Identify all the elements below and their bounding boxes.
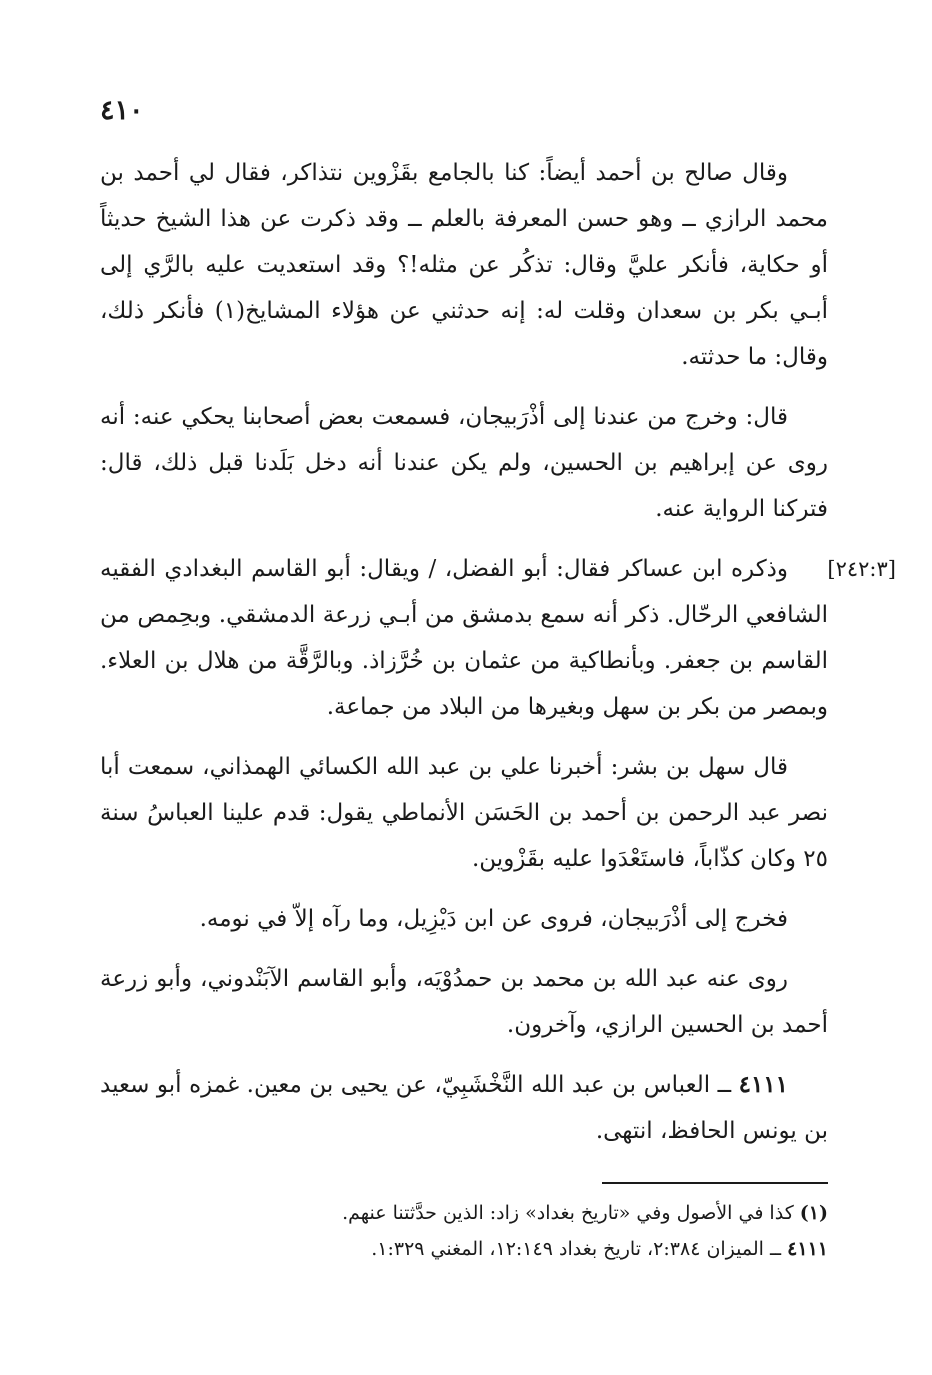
paragraph-5: فخرج إلى أذْرَبيجان، فروى عن ابن دَيْزِيل، وما رآه إلاّ في نومه.	[199, 906, 788, 932]
footnote-2	[200, 1231, 828, 1267]
entry-text: ــ العباس بن عبد الله النَّخْشَبِيّ، عن يحيى بن معين. غمزه أبو سعيد بن يونس الحافظ، انتهى.	[100, 1072, 828, 1144]
footnotes	[200, 1195, 828, 1267]
paragraph-3-text: وذكره ابن عساكر فقال: أبو الفضل، / ويقال: أبو القاسم البغدادي الفقيه الشافعي الرحّال. ذكر أنه سمع بدمشق من أبـي زرعة الدمشقي. وبحِمص من القاسم بن جعفر. وبأنطاكية من عثمان بن خُرَّزاذ. وبالرَّقَّة من هلال بن العلاء. وبمصر من بكر بن سهل وبغيرها من البلاد من جماعة.	[100, 556, 828, 720]
paragraph-1: وقال صالح بن أحمد أيضاً: كنا بالجامع بقَزْوين نتذاكر، فقال لي أحمد بن محمد الرازي ــ وهو حسن المعرفة بالعلم ــ وقد ذكرت عن هذا الشيخ حديثاً أو حكاية، فأنكر عليَّ وقال: تذكُر عن مثله!؟ وقد استعديت عليه بالرَّي إلى أبـي بكر بن سعدان وقلت له: إنه حدثني عن هؤلاء المشايخ(١) فأنكر ذلك، وقال: ما حدثته.	[100, 160, 829, 370]
footnote-text: كذا في الأصول وفي «تاريخ بغداد» زاد: الذين حدَّثتنا عنهم.	[342, 1202, 794, 1224]
footnote-marker: ٤١١١	[787, 1238, 828, 1260]
paragraph-3	[100, 546, 896, 730]
footnote-marker: (١)	[799, 1202, 828, 1224]
entry-number: ٤١١١	[738, 1071, 789, 1098]
paragraph-2: قال: وخرج من عندنا إلى أذْرَبيجان، فسمعت بعض أصحابنا يحكي عنه: أنه روى عن إبراهيم بن الحسين، ولم يكن عندنا أنه دخل بَلَدنا قبل ذلك، قال: فتركنا الرواية عنه.	[100, 404, 828, 522]
paragraph-4: قال سهل بن بشر: أخبرنا علي بن عبد الله الكسائي الهمذاني، سمعت أبا نصر عبد الرحمن بن أحمد بن الحَسَن الأنماطي يقول: قدم علينا العباسُ سنة ٢٥ وكان كذّاباً، فاستَعْدَوا عليه بقَزْوين.	[100, 754, 828, 872]
footnote-1	[200, 1195, 828, 1231]
page-number: ٤١٠	[100, 95, 144, 126]
margin-reference: [٢٤٢:٣]	[827, 557, 896, 581]
main-text	[100, 150, 896, 1168]
footnote-text: ــ الميزان ٢:٣٨٤، تاريخ بغداد ١٢:١٤٩، المغني ١:٣٢٩.	[371, 1238, 782, 1260]
footnote-divider	[602, 1182, 828, 1184]
paragraph-6: روى عنه عبد الله بن محمد بن حمدُوْيَه، وأبو القاسم الآبَنْدوني، وأبو زرعة أحمد بن الحسين الرازي، وآخرون.	[100, 966, 828, 1038]
entry-4111	[100, 1062, 828, 1154]
